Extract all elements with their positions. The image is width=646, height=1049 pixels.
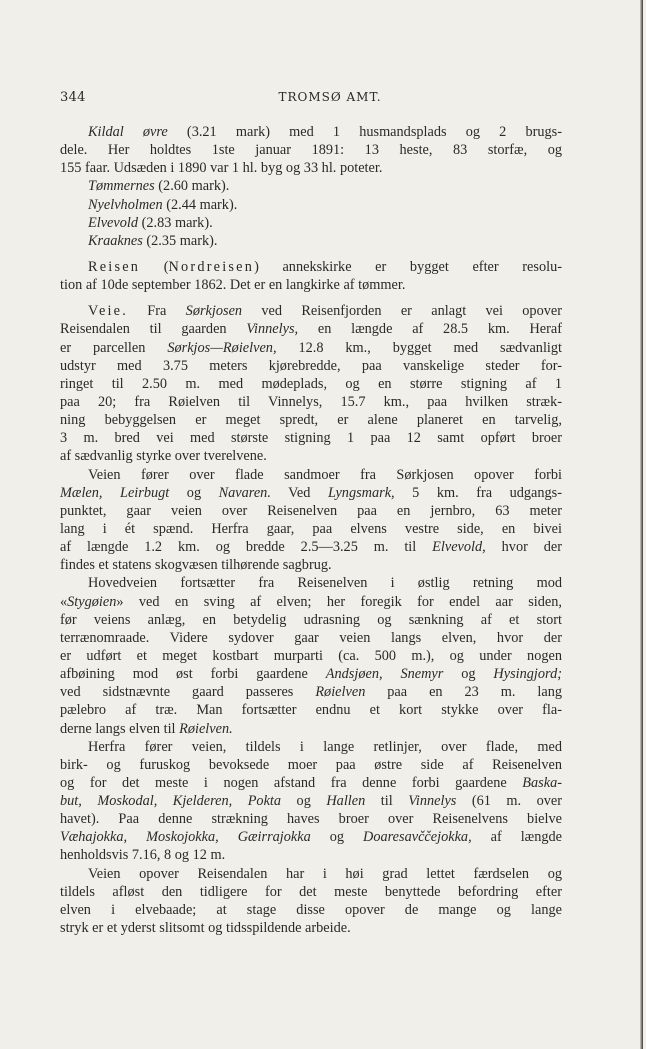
paragraph-farm-list bbox=[60, 123, 562, 250]
text-line: paa 20; fra Røielven til Vinnelys, 15.7 km., paa hvilken stræk- bbox=[60, 393, 562, 410]
text-line: 155 faar. Udsæden i 1890 var 1 hl. byg og 33 hl. poteter. bbox=[60, 160, 383, 177]
text-line bbox=[60, 665, 562, 683]
text-run: (2.83 mark). bbox=[138, 214, 213, 231]
text-line bbox=[60, 232, 562, 250]
place-name: Hallen bbox=[326, 793, 366, 810]
spaced-heading: Reisen bbox=[88, 258, 141, 275]
text-line: lang i ét spænd. Herfra gaar, paa elvens vestre side, en bivei bbox=[60, 520, 562, 537]
text-run: hvor der bbox=[485, 539, 562, 556]
text-line: henholdsvis 7.16, 8 og 12 m. bbox=[60, 847, 226, 864]
text-line: terrænomraade. Videre sydover gaar veien langs elven, hvor der bbox=[60, 629, 562, 646]
text-line: af sædvanlig styrke over tverelvene. bbox=[60, 448, 267, 465]
text-line bbox=[60, 683, 562, 701]
text-run: og bbox=[443, 666, 494, 683]
text-run: « bbox=[60, 593, 68, 610]
text-run: til bbox=[365, 793, 409, 810]
text-line bbox=[60, 593, 562, 611]
spaced-term: Nordreisen bbox=[168, 258, 255, 275]
place-name: Mælen, Leirbugt bbox=[60, 484, 170, 501]
text-run: (3.21 mark) med 1 husmandsplads og 2 brugs- bbox=[167, 124, 562, 140]
text-line bbox=[60, 258, 562, 276]
text-run: (2.44 mark). bbox=[162, 196, 238, 213]
text-line: ringet til 2.50 m. med mødeplads, og en større stigning af 1 bbox=[60, 375, 562, 392]
place-name: Nyelvholmen bbox=[88, 196, 163, 213]
text-line bbox=[60, 339, 562, 357]
text-run: ) annekskirke er bygget efter resolu- bbox=[254, 258, 562, 275]
place-name: Andsjøen, Snemyr bbox=[325, 666, 444, 683]
place-name: Røielven. bbox=[179, 720, 233, 737]
text-line: Veien fører over flade sandmoer fra Sørkjosen opover forbi bbox=[88, 466, 562, 483]
place-name: Tømmernes bbox=[88, 178, 155, 195]
text-line bbox=[60, 123, 562, 141]
text-line: Veien opover Reisendalen har i høi grad lettet færdselen og bbox=[88, 865, 562, 882]
text-line: Herfra fører veien, tildels i lange retlinjer, over flade, med bbox=[88, 738, 562, 755]
page-edge-shadow bbox=[640, 0, 643, 1049]
place-name: Navaren. bbox=[218, 484, 271, 501]
paragraph-route-continued bbox=[60, 738, 562, 865]
text-run: og for det meste i nogen afstand fra denne forbi gaardene bbox=[60, 774, 523, 791]
text-line bbox=[60, 196, 562, 214]
text-run: (61 m. over bbox=[456, 793, 562, 810]
text-run: en længde af 28.5 km. Heraf bbox=[298, 321, 562, 338]
place-name: Lyngsmark, bbox=[327, 484, 395, 501]
text-line: 3 m. bred vei med største stigning 1 paa 12 samt opført broer bbox=[60, 430, 562, 447]
text-run: og bbox=[281, 793, 327, 810]
place-name: Sørkjosen bbox=[185, 303, 243, 320]
text-line bbox=[60, 320, 562, 338]
text-line bbox=[60, 214, 562, 232]
text-run: og bbox=[310, 829, 364, 846]
text-line bbox=[60, 774, 562, 792]
text-run: afbøining mod øst forbi gaardene bbox=[60, 666, 326, 683]
paragraph-road-route bbox=[60, 466, 562, 575]
place-name: Kildal øvre bbox=[88, 124, 168, 140]
text-line: udstyr med 3.75 meters kjørebredde, paa vanskelige steder for- bbox=[60, 357, 562, 374]
paragraph-main-road bbox=[60, 574, 562, 737]
paragraph-church bbox=[60, 258, 562, 294]
text-line: havet). Paa denne strækning haves broer over Reisenelvens bielve bbox=[60, 811, 562, 828]
text-run: ved Reisenfjorden er anlagt vei opover bbox=[242, 303, 562, 320]
page-body bbox=[60, 123, 562, 937]
text-line: birk- og furuskog bevoksede moer paa østre side af Reisenelven bbox=[60, 756, 562, 773]
page-number: 344 bbox=[60, 90, 86, 105]
text-line bbox=[60, 302, 562, 320]
text-line: er udført et meget kostbart murparti (ca. 500 m.), og under nogen bbox=[60, 647, 562, 664]
text-run: af længde 1.2 km. og bredde 2.5—3.25 m. til bbox=[60, 539, 433, 556]
text-line: dele. Her holdtes 1ste januar 1891: 13 heste, 83 storfæ, og bbox=[60, 142, 562, 159]
text-run: og bbox=[169, 484, 219, 501]
text-line bbox=[60, 538, 562, 556]
text-run: (2.60 mark). bbox=[154, 178, 230, 195]
place-name: but, Moskodal, Kjelderen, Pokta bbox=[60, 793, 282, 810]
text-run: paa en 23 m. lang bbox=[365, 684, 562, 701]
text-line: pælebro af træ. Man fortsætter endnu et kort stykke over fla- bbox=[60, 702, 562, 719]
place-name: Kraaknes bbox=[88, 232, 143, 249]
text-line: punktet, gaar veien over Reisenelven paa en jernbro, 63 meter bbox=[60, 502, 562, 519]
text-line: elven i elvebaade; at stage disse opover de mange og lange bbox=[60, 901, 562, 918]
place-name: Elvevold bbox=[88, 214, 139, 231]
text-line: før veiens anlæg, en betydelig udrasning og sænkning af et stort bbox=[60, 611, 562, 628]
text-line bbox=[60, 177, 562, 195]
place-name: Væhajokka, Moskojokka, Gæirrajokka bbox=[60, 829, 311, 846]
text-run: 12.8 km., bygget med sædvanligt bbox=[276, 339, 563, 356]
text-line: stryk er et yderst slitsomt og tidsspildende arbeide. bbox=[60, 920, 351, 937]
text-line: tildels afløst den tidligere for det meste benyttede befordring efter bbox=[60, 883, 562, 900]
text-run: 5 km. fra udgangs- bbox=[394, 484, 563, 501]
place-name: Vinnelys bbox=[408, 793, 457, 810]
text-run: ( bbox=[140, 258, 169, 275]
text-run: Reisendalen til gaarden bbox=[60, 321, 247, 338]
page-header bbox=[60, 90, 600, 110]
text-line bbox=[60, 792, 562, 810]
text-line: findes et statens skogvæsen tilhørende sagbrug. bbox=[60, 557, 332, 574]
text-line bbox=[60, 828, 562, 846]
place-name: Stygøien bbox=[67, 593, 117, 610]
text-run: » ved en sving af elven; her foregik for endel aar siden, bbox=[116, 593, 562, 610]
paragraph-roads bbox=[60, 302, 562, 465]
text-run: Ved bbox=[270, 484, 328, 501]
text-run: er parcellen bbox=[60, 339, 168, 356]
section-heading: Veie. bbox=[88, 303, 128, 320]
text-line bbox=[60, 484, 562, 502]
text-run: Fra bbox=[127, 303, 186, 320]
place-name: Baska- bbox=[522, 774, 562, 791]
text-run: ved sidstnævnte gaard passeres bbox=[60, 684, 316, 701]
place-name: Vinnelys, bbox=[246, 321, 299, 338]
text-line: ning bebyggelsen er meget spredt, er alene planeret en tarvelig, bbox=[60, 412, 562, 429]
text-line: tion af 10de september 1862. Det er en langkirke af tømmer. bbox=[60, 277, 406, 294]
text-run: (2.35 mark). bbox=[142, 232, 218, 249]
place-name: Elvevold, bbox=[432, 539, 486, 556]
text-run: derne langs elven til bbox=[60, 720, 180, 737]
place-name: Hysingjord; bbox=[493, 666, 562, 683]
text-run: af længde bbox=[471, 829, 563, 846]
text-line: Hovedveien fortsætter fra Reisenelven i østlig retning mod bbox=[88, 575, 562, 592]
place-name: Doaresavččejokka, bbox=[363, 829, 472, 846]
running-title: TROMSØ AMT. bbox=[278, 90, 382, 104]
place-name: Røielven bbox=[315, 684, 366, 701]
text-line bbox=[60, 720, 562, 738]
place-name: Sørkjos—Røielven, bbox=[167, 339, 277, 356]
paragraph-traffic bbox=[60, 865, 562, 938]
